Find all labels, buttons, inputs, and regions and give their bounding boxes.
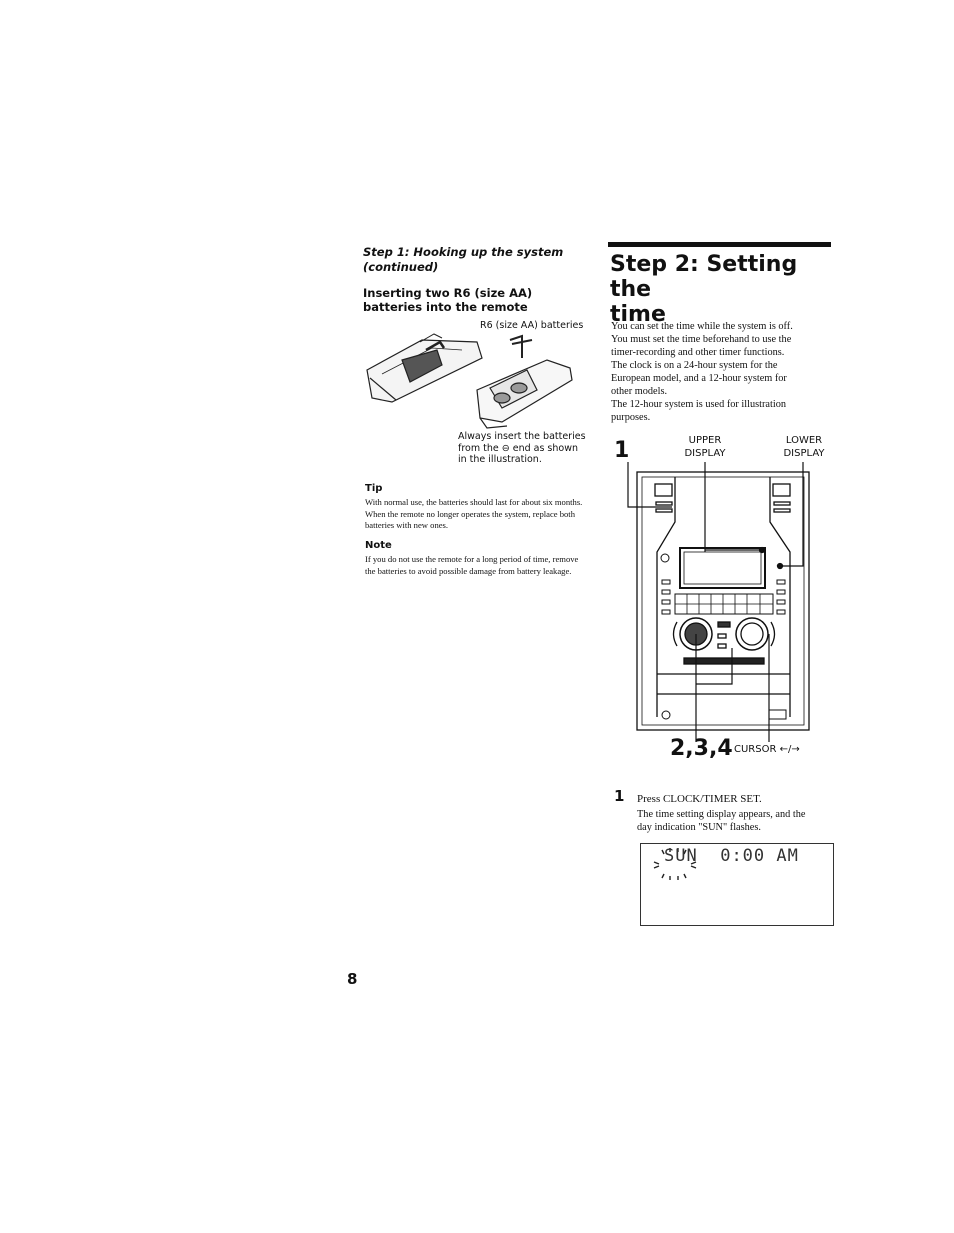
button-icon — [655, 484, 672, 496]
running-head-line1: Step 1: Hooking up the system — [363, 245, 564, 259]
upper-display-label — [675, 434, 735, 460]
note-text: If you do not use the remote for a long period of time, remove the batteries to avoid possible damage from battery leakage. — [365, 554, 579, 576]
remote-closed-icon — [367, 334, 482, 402]
tip-heading: Tip — [365, 483, 383, 494]
remote-battery-illustration — [362, 330, 577, 430]
note-heading: Note — [365, 540, 392, 551]
title-line2: time — [610, 302, 666, 327]
button-icon — [773, 484, 790, 496]
intro-line4: The clock is on a 24-hour system for the — [611, 360, 778, 371]
intro-line2: You must set the time beforehand to use the — [611, 334, 792, 345]
running-head — [363, 245, 593, 275]
cursor-label: CURSOR ←/→ — [734, 744, 800, 755]
battery-note-line3: in the illustration. — [458, 454, 542, 465]
upper-display-window — [680, 548, 765, 588]
remote-open-icon — [477, 336, 572, 428]
page-number: 8 — [347, 970, 358, 988]
title-rule — [608, 242, 831, 247]
intro-line5: European model, and a 12-hour system for — [611, 373, 787, 384]
figure-callout-234: 2,3,4 — [670, 736, 733, 761]
display-day: SUN — [664, 846, 698, 866]
step-desc-line1: The time setting display appears, and the — [637, 809, 806, 820]
upper-display-line2: DISPLAY — [684, 448, 726, 459]
lower-display-line2: DISPLAY — [783, 448, 825, 459]
battery-note-line2: from the ⊖ end as shown — [458, 442, 578, 454]
step-instruction: Press CLOCK/TIMER SET. — [637, 793, 762, 805]
display-bottom-rule — [640, 925, 833, 926]
step-description — [637, 808, 842, 834]
section-subheading — [363, 286, 583, 314]
display-time: 0:00 — [720, 846, 766, 866]
battery-note-line1: Always insert the batteries — [458, 431, 586, 442]
display-ampm: AM — [776, 846, 799, 866]
title-line1: Step 2: Setting the — [610, 252, 798, 302]
battery-note — [458, 431, 598, 466]
intro-line3: timer-recording and other timer functions. — [611, 347, 785, 358]
upper-display-line1: UPPER — [688, 435, 722, 446]
step-number: 1 — [614, 787, 625, 805]
sub-head-line1: Inserting two R6 (size AA) — [363, 286, 533, 300]
intro-line7: The 12-hour system is used for illustration — [611, 399, 787, 410]
figure-callout-1: 1 — [614, 438, 630, 463]
intro-line8: purposes. — [611, 412, 651, 423]
battery-label: R6 (size AA) batteries — [480, 320, 584, 331]
display-readout — [664, 846, 799, 866]
stereo-system-illustration — [620, 462, 820, 742]
intro-line6: other models. — [611, 386, 668, 397]
intro-paragraph — [611, 320, 833, 424]
tip-text: With normal use, the batteries should last for about six months. When the remote no longer operates the system, replace both batteries with new ones. — [365, 497, 583, 531]
sub-head-line2: batteries into the remote — [363, 300, 528, 314]
page-title — [610, 252, 840, 327]
intro-line1: You can set the time while the system is off. — [611, 321, 793, 332]
running-head-line2: (continued) — [363, 260, 439, 274]
lower-display-label — [776, 434, 832, 460]
step-desc-line2: day indication "SUN" flashes. — [637, 822, 761, 833]
lower-display-line1: LOWER — [785, 435, 823, 446]
